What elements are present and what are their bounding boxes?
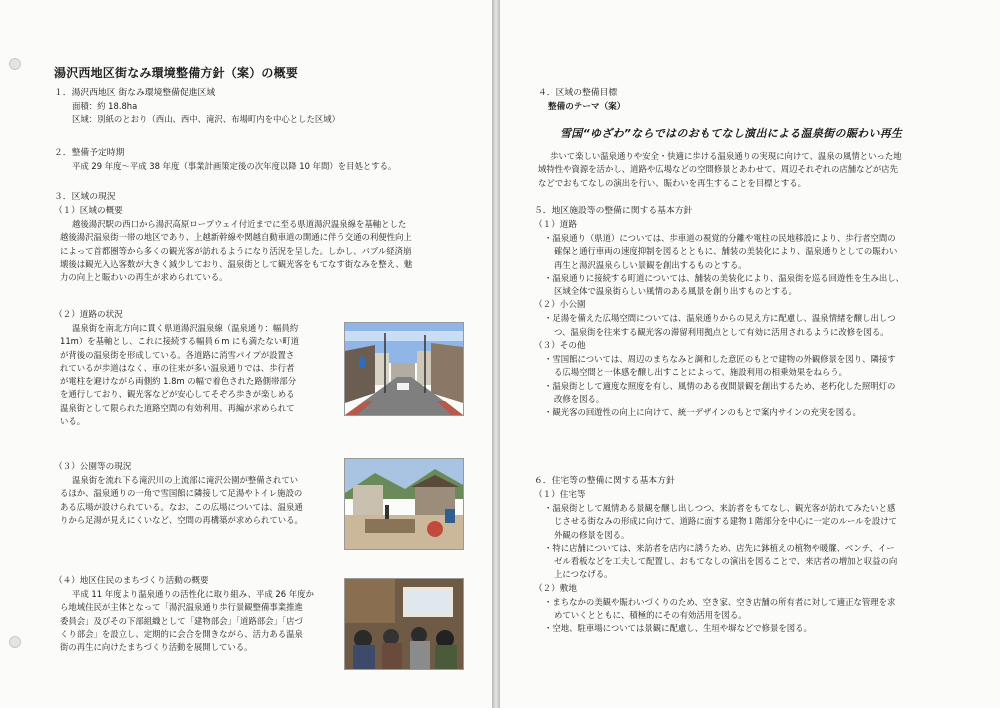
text-line: りから足湯が見えにくいなど、空間の再構築が求められている。 xyxy=(60,514,303,525)
road-status-body xyxy=(54,322,342,428)
text-line: ・観光客の回遊性の向上に向けて、統一デザインのもとで案内サインの充実を図る。 xyxy=(544,407,861,418)
text-line: が電柱を避けながら両側約 1.8m の幅で着色された路側帯部分 xyxy=(60,376,297,387)
community-activity xyxy=(54,574,342,654)
text-line: くり部会」を設立し、定期的に会合を開きながら、活力ある温泉 xyxy=(60,628,303,639)
development-theme: 雪国“ゆざわ”ならではのおもてなし演出による温泉街の賑わい再生 xyxy=(560,127,903,140)
punch-hole xyxy=(9,58,21,70)
section-6 xyxy=(534,474,982,636)
text-line: 区域全体で温泉街らしい風情のある風景を創り出すものとする。 xyxy=(554,286,797,297)
text-line: を通行しており、観光客などが安心してそぞろ歩きが楽しめる xyxy=(60,389,295,400)
text-line: ある広場が設けられている。なお、この広場については、温泉通 xyxy=(60,501,303,512)
section-3-heading: ３．区域の現況 xyxy=(54,192,116,202)
plaza-photo xyxy=(344,458,464,550)
other-policy-bullet xyxy=(534,380,982,407)
park-status-body xyxy=(54,474,342,527)
page-gutter xyxy=(492,0,500,708)
park-status xyxy=(54,460,342,527)
text-line: 委員会」及びその下部組織として「建物部会」「道路部会」「店づ xyxy=(60,615,303,626)
text-line: ・まちなかの美観や賑わいづくりのため、空き家、空き店舗の所有者に対して適正な管理を求 xyxy=(544,596,896,607)
section-4-body xyxy=(538,150,978,190)
road-policy-bullet xyxy=(534,232,982,272)
text-line: めていくとともに、積極的にその有効活用を図る。 xyxy=(554,610,747,621)
text-line: 越後湯沢駅の西口から湯沢高原ロープウェイ付近までに至る県道湯沢温泉線を基軸とした xyxy=(72,219,407,229)
text-line: によって首都圏等から多くの観光客が訪れるようになり活況を呈した。しかし、バブル経済崩 xyxy=(60,245,412,256)
text-line: 街の再生に向けたまちづくり活動を展開している。 xyxy=(60,642,253,653)
text-line: れているが歩道はなく、車の往来が多い温泉通りでは、歩行者 xyxy=(60,362,295,373)
road-status xyxy=(54,308,342,428)
section-2 xyxy=(54,146,474,173)
street-photo-image xyxy=(345,323,463,415)
text-line: 域特性や資源を活かし、道路や広場などの空間修景とあわせて、周辺それぞれの店舗などが店先 xyxy=(538,164,898,175)
street-photo xyxy=(344,322,464,416)
left-page xyxy=(0,0,492,708)
text-line: つ、温泉街を往来する観光客の滞留利用拠点として有効に活用されるように改修を図る。 xyxy=(554,326,889,337)
right-page xyxy=(500,0,1000,708)
other-policy-bullet xyxy=(534,353,982,380)
site-policy-bullet xyxy=(534,622,982,635)
subsection-heading: （２）道路の状況 xyxy=(54,310,123,320)
meeting-photo-image xyxy=(345,579,463,669)
text-line: 外観の修景を図る。 xyxy=(554,529,630,540)
document-title: 湯沢西地区街なみ環境整備方針（案）の概要 xyxy=(54,66,299,80)
text-line: 再生と湯沢温泉らしい景観を創出するものとする。 xyxy=(554,259,747,270)
text-line: ・温泉通りに接続する町道については、舗装の美装化により、温泉街を巡る回遊性を生み出し、 xyxy=(544,272,904,283)
text-line: 壊後は観光入込客数が大きく減少しており、温泉街として観光客をもてなす街なみを整え、魅 xyxy=(60,258,413,269)
community-activity-body xyxy=(54,588,342,654)
subsection-heading: （１）区域の概要 xyxy=(54,206,123,216)
text-line: いる。 xyxy=(60,416,86,427)
text-line: ・温泉街として適度な照度を有し、風情のある夜間景観を創出するため、老朽化した照明灯の xyxy=(544,380,896,391)
section-1 xyxy=(54,86,474,127)
subsection-heading: （２）小公園 xyxy=(534,300,586,311)
text-line: ・足湯を備えた広場空間については、温泉通りからの見え方に配慮し、温泉情緒を醸し出しつ xyxy=(544,313,896,324)
text-line: ・空地、駐車場については景観に配慮し、生垣や塀などで修景を図る。 xyxy=(544,623,812,634)
punch-hole xyxy=(9,636,21,648)
text-line: ゼル看板などを工夫して配置し、おもてなしの演出を図ることで、来店者の増加と収益の向 xyxy=(554,556,898,567)
zone-text: 区域：別紙のとおり（西山、西中、滝沢、布場町内を中心とした区域） xyxy=(72,114,340,125)
area-text: 面積：約 18.8ha xyxy=(72,101,138,111)
section-1-heading: １．湯沢西地区 街なみ環境整備促進区域 xyxy=(54,88,216,98)
site-policy-bullet xyxy=(534,596,982,623)
text-line: 越後湯沢温泉街一帯の地区であり、上越新幹線や関越自動車道の開通に伴う交通の利便性向上 xyxy=(60,232,412,243)
text-line: 確保と通行車両の速度抑制を図るとともに、舗装の美装化により、温泉通りとしての賑わい xyxy=(554,246,898,257)
text-line: じさせる街なみの形成に向けて、道路に面する建物１階部分を中心に一定のルールを設けて xyxy=(554,516,898,527)
text-line: などでおもてなしの演出を行い、賑わいを再生することを目標とする。 xyxy=(538,177,806,188)
plaza-photo-image xyxy=(345,459,463,549)
text-line: 11m）を基軸とし、これに接続する幅員６m にも満たない町道 xyxy=(60,336,300,347)
schedule-text: 平成 29 年度～平成 38 年度（事業計画策定後の次年度以降 10 年間）を目処とする。 xyxy=(72,161,397,171)
text-line: ・温泉通り（県道）については、歩車道の視覚的分離や電柱の民地移設により、歩行者空間の xyxy=(544,233,896,243)
section-2-heading: ２．整備予定時期 xyxy=(54,148,125,158)
other-policy-bullet xyxy=(534,406,982,419)
section-4-heading: ４．区域の整備目標 xyxy=(538,88,618,98)
section-3 xyxy=(54,190,474,284)
text-line: 改修を図る。 xyxy=(554,393,605,404)
section-4 xyxy=(538,86,978,114)
text-line: ・特に店舗については、来訪者を店内に誘うため、店先に鉢植えの植物や暖簾、ベンチ、イー xyxy=(544,542,895,553)
text-line: るほか、温泉通りの一角で雪国館に隣接して足湯やトイレ施設の xyxy=(60,488,303,499)
subsection-heading: （２）敷地 xyxy=(534,583,577,594)
park-policy-bullet xyxy=(534,312,982,339)
text-line: 歩いて楽しい温泉通りや安全・快適に歩ける温泉通りの実現に向けて、温泉の風情といった地 xyxy=(550,151,902,161)
meeting-photo xyxy=(344,578,464,670)
housing-policy-bullet xyxy=(534,542,982,582)
subsection-heading: （４）地区住民のまちづくり活動の概要 xyxy=(54,576,209,586)
subsection-heading: （１）住宅等 xyxy=(534,490,586,500)
text-line: る広場空間と一体感を醸し出すことによって、施設利用の相乗効果をねらう。 xyxy=(554,367,847,378)
subsection-heading: （３）公園等の現況 xyxy=(54,462,132,472)
text-line: 上につなげる。 xyxy=(554,569,613,580)
road-policy-bullet xyxy=(534,272,982,299)
section-6-heading: ６．住宅等の整備に関する基本方針 xyxy=(534,476,675,486)
text-line: 温泉街を南北方向に貫く県道湯沢温泉線（温泉通り：幅員約 xyxy=(72,323,299,333)
subsection-heading: （１）道路 xyxy=(534,220,577,230)
text-line: ら地域住民が主体となって「湯沢温泉通り歩行景観整備事業推進 xyxy=(60,602,303,613)
section-5 xyxy=(534,204,982,420)
text-line: が背後の温泉街を形成している。各道路に消雪パイプが設置さ xyxy=(60,349,295,360)
text-line: ・雪国館については、周辺のまちなみと調和した意匠のもとで建物の外観修景を図り、隣接す xyxy=(544,354,896,365)
text-line: 力の向上と賑わいの再生が求められている。 xyxy=(60,272,228,283)
subsection-heading: （３）その他 xyxy=(534,341,586,352)
text-line: 平成 11 年度より温泉通りの活性化に取り組み、平成 26 年度か xyxy=(72,589,314,599)
text-line: 温泉街として限られた道路空間の有効利用、再編が求められて xyxy=(60,402,295,413)
area-overview-body xyxy=(54,218,474,284)
theme-label: 整備のテーマ（案） xyxy=(548,102,626,112)
text-line: ・温泉街として風情ある景観を醸し出しつつ、来訪者をもてなし、観光客が訪れてみたいと感 xyxy=(544,503,896,513)
housing-policy-bullet xyxy=(534,502,982,542)
section-5-heading: ５．地区施設等の整備に関する基本方針 xyxy=(534,206,693,216)
text-line: 温泉街を流れ下る滝沢川の上流部に滝沢公園が整備されてい xyxy=(72,475,299,485)
